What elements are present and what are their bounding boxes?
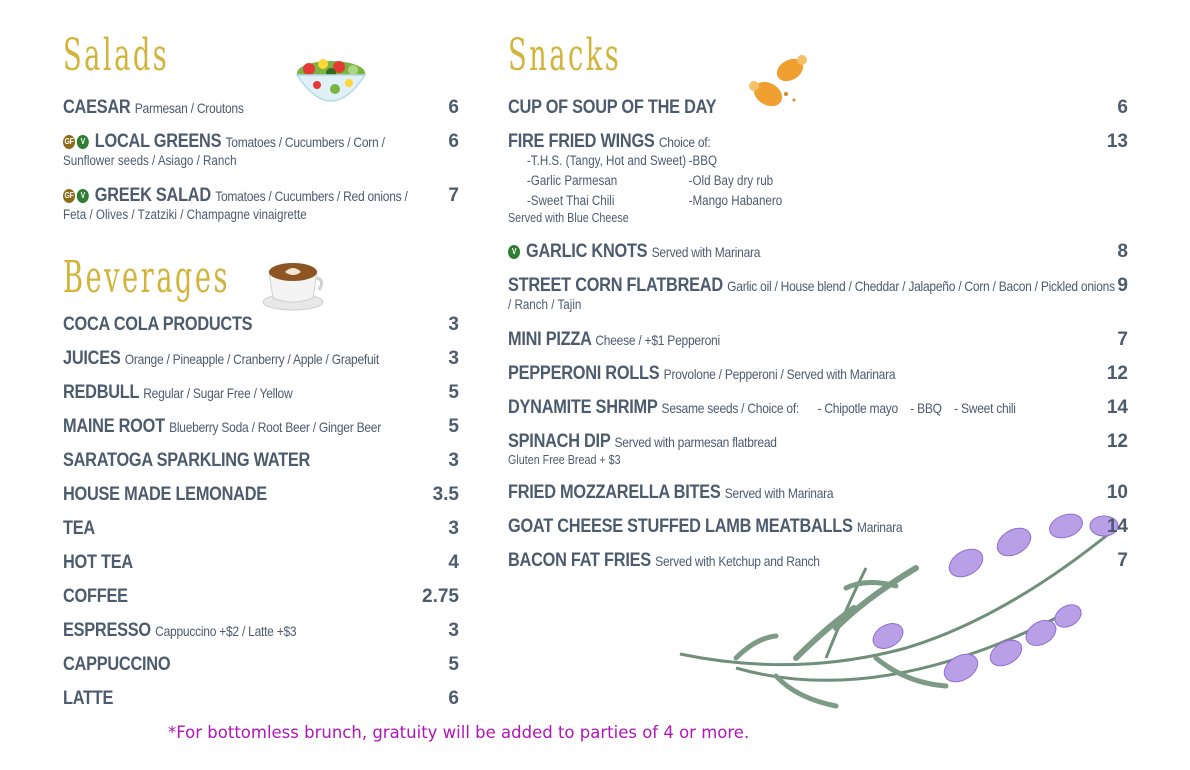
item-name: SPINACH DIP — [508, 431, 611, 452]
menu-item — [508, 131, 1128, 225]
menu-item — [508, 431, 1128, 467]
vegetarian-badge-icon: V — [77, 189, 89, 203]
item-name: JUICES — [63, 348, 121, 369]
item-description: Orange / Pineapple / Cranberry / Apple / Grapefuit — [124, 351, 379, 367]
item-description: Served with parmesan flatbread — [614, 434, 777, 450]
item-description: Garlic oil / House blend / Cheddar / Jalapeño / Corn / Bacon / Pickled onions — [727, 278, 1115, 294]
menu-item — [63, 586, 459, 608]
menu-item — [63, 552, 459, 574]
item-note: Gluten Free Bread + $3 — [508, 453, 621, 467]
item-name: HOUSE MADE LEMONADE — [63, 484, 267, 505]
coffee-cup-icon — [261, 254, 325, 312]
item-price: 7 — [448, 185, 459, 206]
item-description: Regular / Sugar Free / Yellow — [143, 385, 293, 401]
item-price: 8 — [1117, 241, 1128, 262]
vegetarian-badge-icon: V — [508, 245, 520, 259]
item-description: Provolone / Pepperoni / Served with Marinara — [663, 366, 896, 382]
menu-item — [63, 97, 459, 119]
item-name: MAINE ROOT — [63, 416, 165, 437]
item-name: MINI PIZZA — [508, 329, 592, 350]
item-price: 6 — [448, 688, 459, 709]
item-description: Tomatoes / Cucumbers / Corn / — [225, 134, 385, 150]
wing-option: -BBQ — [688, 153, 717, 168]
item-name: TEA — [63, 518, 95, 539]
item-description-continued: Sunflower seeds / Asiago / Ranch — [63, 153, 237, 168]
salads-heading: Salads — [63, 30, 170, 81]
item-price: 3 — [448, 314, 459, 335]
item-name: COCA COLA PRODUCTS — [63, 314, 253, 335]
menu-item — [63, 688, 459, 710]
wing-option: -Garlic Parmesan — [526, 173, 618, 188]
menu-item — [508, 329, 1128, 351]
menu-item — [508, 550, 1128, 572]
item-note: Served with Blue Cheese — [508, 211, 629, 225]
menu-item — [63, 382, 459, 404]
item-name: LOCAL GREENS — [94, 131, 222, 152]
menu-item — [508, 241, 1128, 263]
item-price: 6 — [1117, 97, 1128, 118]
item-name: SARATOGA SPARKLING WATER — [63, 450, 311, 471]
item-price: 10 — [1106, 482, 1128, 503]
item-name: GREEK SALAD — [94, 185, 211, 206]
item-name: PEPPERONI ROLLS — [508, 363, 660, 384]
left-column — [63, 0, 459, 770]
item-name: LATTE — [63, 688, 114, 709]
item-price: 5 — [448, 382, 459, 403]
item-price: 5 — [448, 654, 459, 675]
menu-item — [508, 397, 1128, 419]
item-price: 2.75 — [422, 586, 459, 607]
menu-item — [508, 482, 1128, 504]
right-column — [508, 0, 1128, 770]
item-price: 7 — [1117, 329, 1128, 350]
item-description: Served with Ketchup and Ranch — [655, 553, 820, 569]
item-description: Tomatoes / Cucumbers / Red onions / — [215, 188, 408, 204]
item-description: Cappuccino +$2 / Latte +$3 — [155, 623, 297, 639]
item-price: 3 — [448, 450, 459, 471]
item-description: Choice of: — [658, 134, 711, 150]
item-price: 14 — [1106, 516, 1128, 537]
item-price: 7 — [1117, 550, 1128, 571]
wing-option: -T.H.S. (Tangy, Hot and Sweet) — [526, 153, 687, 168]
item-description: Blueberry Soda / Root Beer / Ginger Beer — [169, 419, 381, 435]
item-description-continued: / Ranch / Tajin — [508, 297, 582, 312]
brunch-gratuity-note: *For bottomless brunch, gratuity will be added to parties of 4 or more. — [168, 723, 750, 742]
item-price: 13 — [1106, 131, 1128, 152]
menu-item — [63, 484, 459, 506]
menu-item — [63, 620, 459, 642]
item-price: 6 — [448, 97, 459, 118]
item-name: DYNAMITE SHRIMP — [508, 397, 658, 418]
item-price: 6 — [448, 131, 459, 152]
item-price: 12 — [1106, 363, 1128, 384]
item-price: 5 — [448, 416, 459, 437]
menu-item — [508, 275, 1128, 312]
item-price: 3.5 — [432, 484, 459, 505]
item-name: REDBULL — [63, 382, 139, 403]
item-price: 9 — [1117, 275, 1128, 296]
item-description: Sesame seeds / Choice of: - Chipotle mayo - BBQ - Sweet chili — [661, 400, 1016, 416]
menu-item — [63, 185, 459, 222]
wing-option: -Mango Habanero — [688, 193, 783, 208]
menu-item — [63, 348, 459, 370]
beverages-heading: Beverages — [63, 252, 230, 303]
item-price: 4 — [448, 552, 459, 573]
vegetarian-badge-icon: V — [77, 135, 89, 149]
menu-item — [63, 416, 459, 438]
menu-item — [63, 450, 459, 472]
item-name: ESPRESSO — [63, 620, 151, 641]
gluten-free-badge-icon: GF — [63, 189, 75, 203]
item-description: Served with Marinara — [724, 485, 834, 501]
item-description: Served with Marinara — [651, 244, 761, 260]
item-price: 3 — [448, 518, 459, 539]
item-name: CAPPUCCINO — [63, 654, 171, 675]
item-name: CAESAR — [63, 97, 131, 118]
item-price: 12 — [1106, 431, 1128, 452]
item-name: COFFEE — [63, 586, 128, 607]
item-description-continued: Feta / Olives / Tzatziki / Champagne vinaigrette — [63, 207, 307, 222]
item-price: 14 — [1106, 397, 1128, 418]
wing-option: -Old Bay dry rub — [688, 173, 774, 188]
menu-item — [508, 516, 1128, 538]
item-name: FIRE FRIED WINGS — [508, 131, 655, 152]
item-name: GARLIC KNOTS — [526, 241, 648, 262]
item-name: BACON FAT FRIES — [508, 550, 651, 571]
snacks-heading: Snacks — [508, 30, 622, 81]
item-name: FRIED MOZZARELLA BITES — [508, 482, 721, 503]
item-price: 3 — [448, 620, 459, 641]
menu-item — [63, 131, 459, 168]
item-name: STREET CORN FLATBREAD — [508, 275, 723, 296]
item-description: Marinara — [856, 519, 903, 535]
item-price: 3 — [448, 348, 459, 369]
menu-item — [63, 654, 459, 676]
menu-item — [508, 363, 1128, 385]
wing-option: -Sweet Thai Chili — [526, 193, 615, 208]
item-name: HOT TEA — [63, 552, 133, 573]
item-description: Parmesan / Croutons — [134, 100, 244, 116]
menu-item — [508, 97, 1128, 119]
menu-item — [63, 314, 459, 336]
item-description: Cheese / +$1 Pepperoni — [595, 332, 720, 348]
gluten-free-badge-icon: GF — [63, 135, 75, 149]
menu-item — [63, 518, 459, 540]
item-name: CUP OF SOUP OF THE DAY — [508, 97, 717, 118]
item-name: GOAT CHEESE STUFFED LAMB MEATBALLS — [508, 516, 853, 537]
